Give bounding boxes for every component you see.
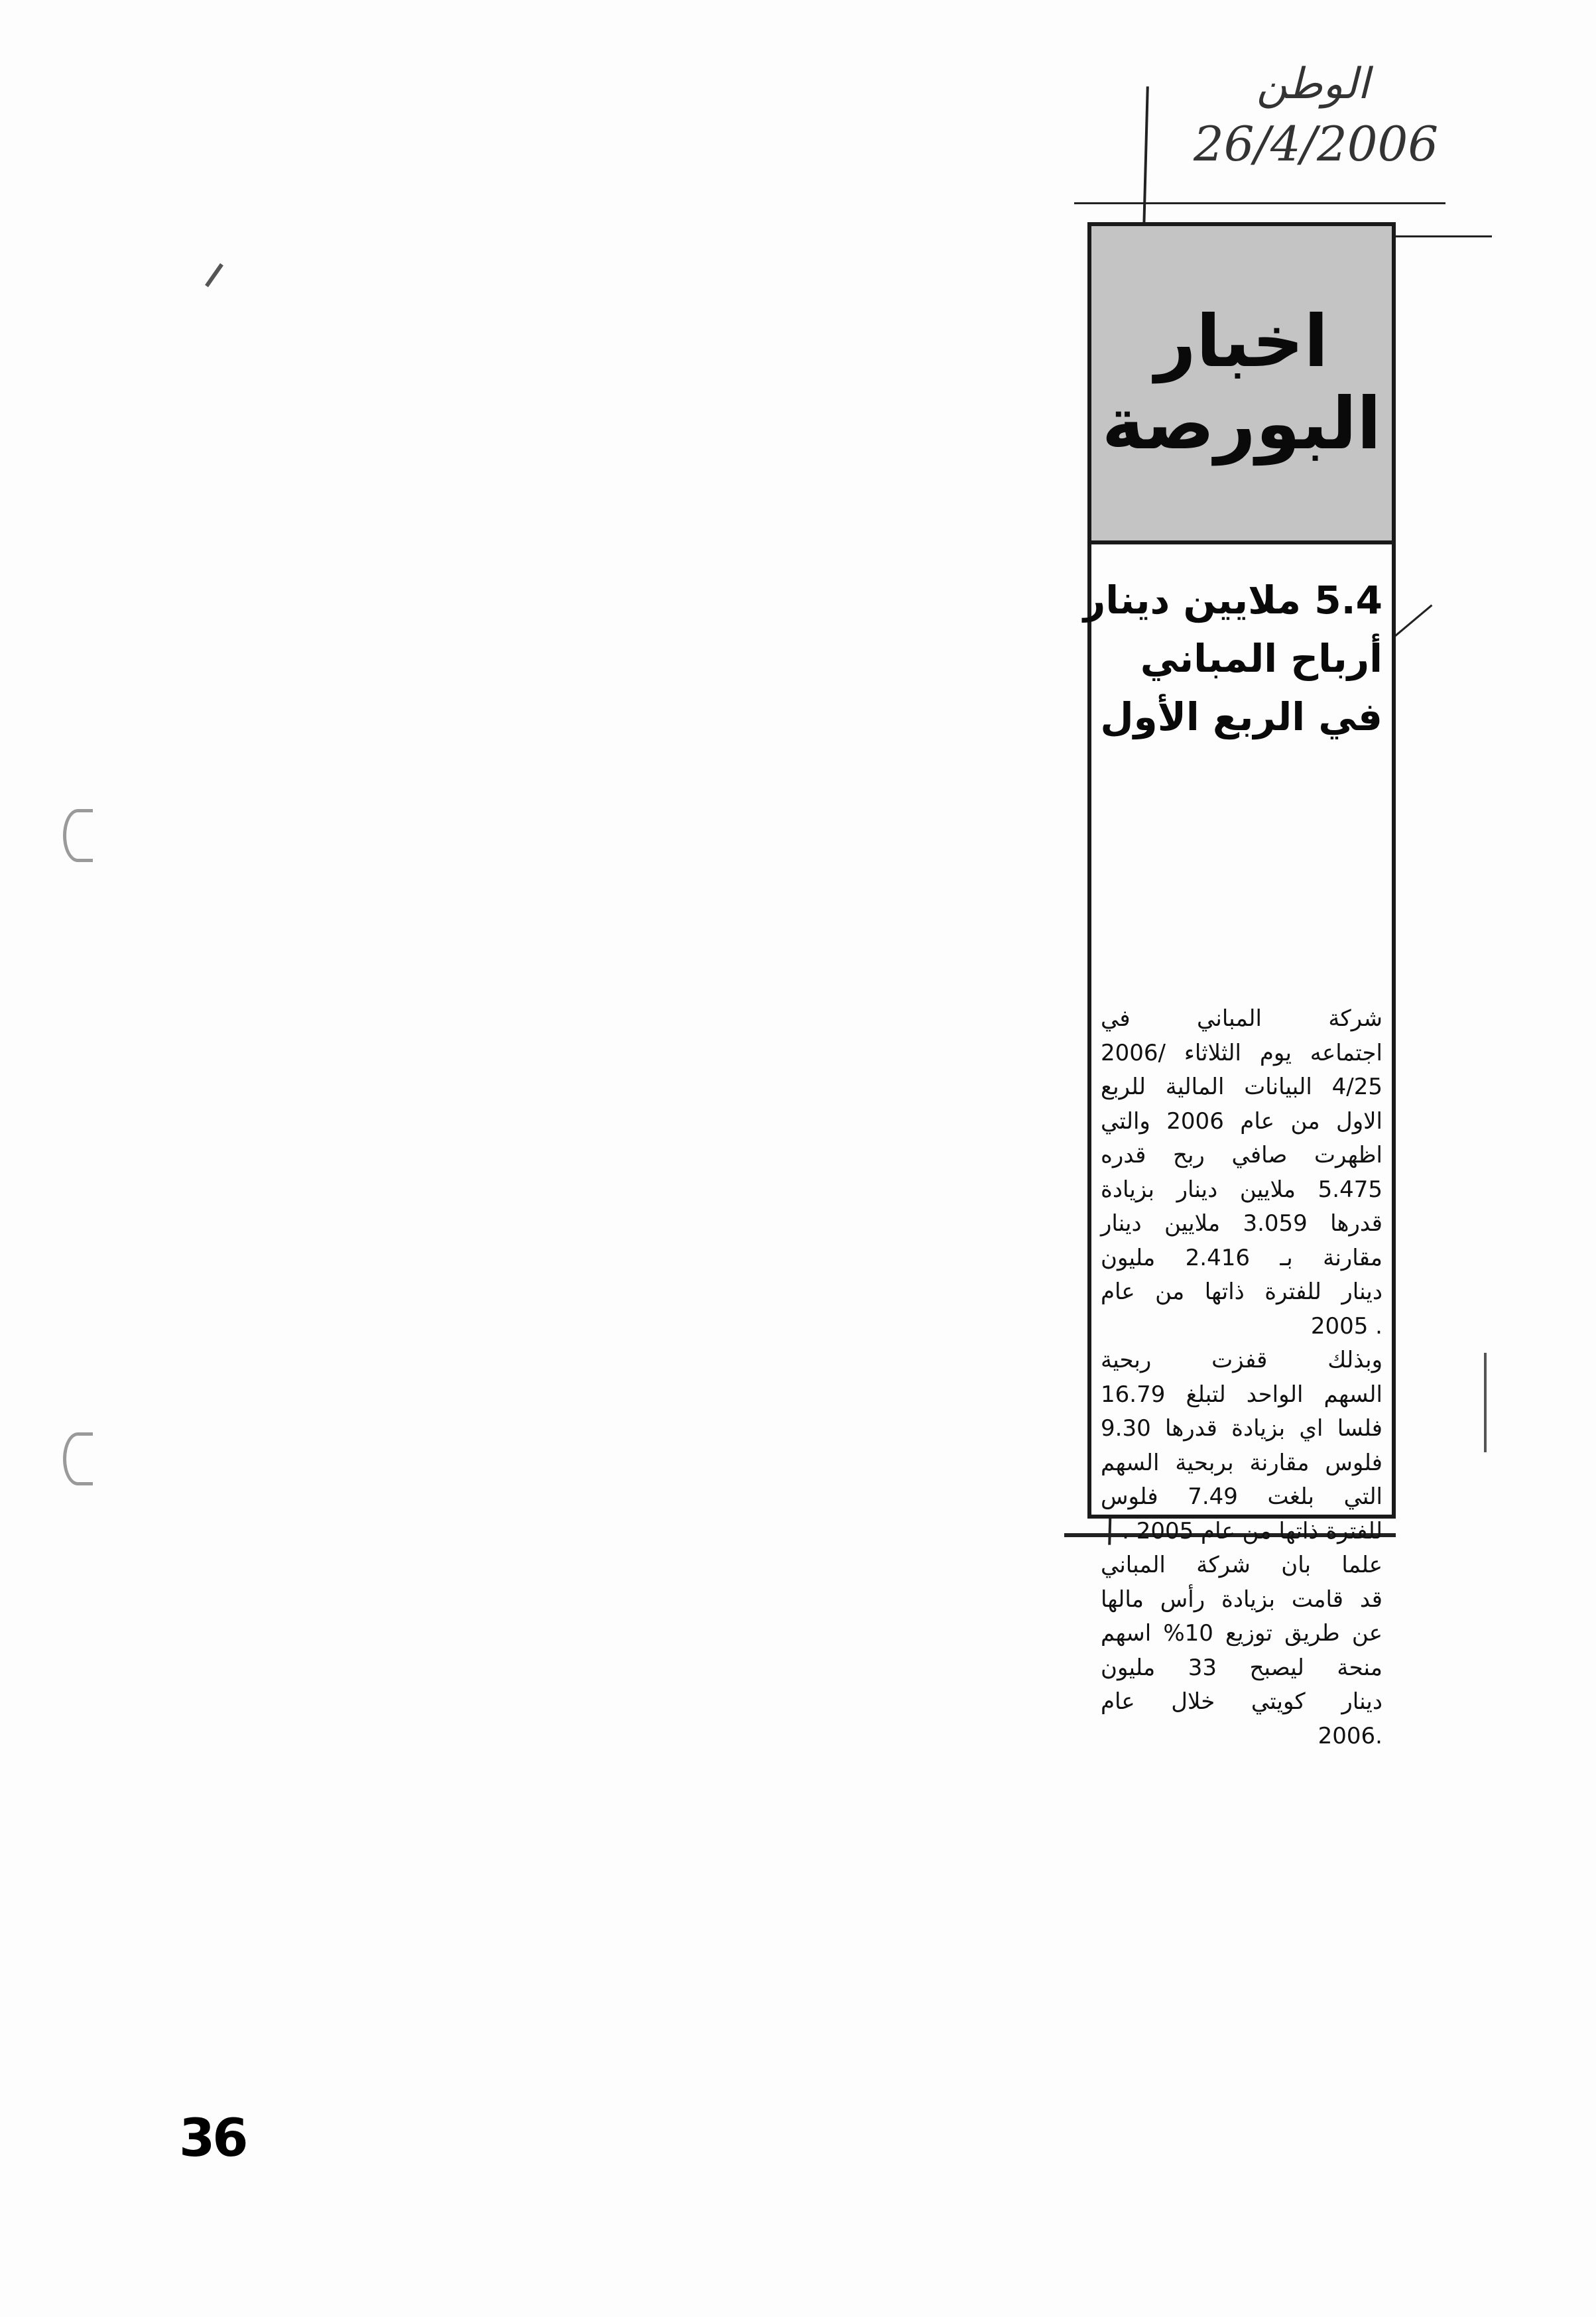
body-line: اظهرت صافي ربح قدره [1101, 1142, 1382, 1168]
masthead-line: اخبار [1154, 300, 1329, 383]
body-line: قد قامت بزيادة رأس مالها [1101, 1586, 1382, 1613]
body-line: علما بان شركة المباني [1101, 1552, 1382, 1578]
body-line: مقارنة بـ 2.416 مليون [1101, 1244, 1382, 1271]
punch-hole-bottom [63, 1432, 93, 1485]
body-line: الاول من عام 2006 والتي [1101, 1107, 1382, 1135]
masthead-line: البورصة [1101, 383, 1382, 466]
body-line: فلسا اي بزيادة قدرها 9.30 [1101, 1415, 1382, 1442]
headline-line: أرباح المباني [1140, 636, 1382, 682]
article-paragraph [1101, 1548, 1382, 1753]
body-line: دينار كويتي خلال عام [1101, 1688, 1382, 1715]
body-line: للفترة ذاتها من عام 2005 . [1122, 1517, 1382, 1544]
body-line: اجتماعه يوم الثلاثاء /2006 [1101, 1039, 1382, 1066]
body-line: عن طريق توزيع 10% اسهم [1101, 1620, 1382, 1647]
body-line: دينار للفترة ذاتها من عام [1101, 1279, 1382, 1305]
handwritten-source: الوطن [1257, 60, 1369, 109]
clip-guide-top [1074, 202, 1445, 204]
body-line: التي بلغت 7.49 فلوس [1101, 1483, 1383, 1510]
article-body [1101, 1002, 1382, 1753]
body-line: 2005 . [1310, 1312, 1382, 1340]
body-line: منحة ليصبح 33 مليون [1101, 1654, 1382, 1681]
punch-hole-top [63, 809, 93, 862]
headline-line: 5.4 ملايين دينار [1083, 578, 1382, 623]
newspaper-clipping [1083, 222, 1396, 1749]
page-number: 36 [179, 2109, 246, 2168]
body-line: شركة المباني في [1101, 1005, 1382, 1032]
margin-mark [1484, 1353, 1487, 1452]
stray-mark [205, 263, 223, 287]
headline-line: في الربع الأول [1100, 694, 1382, 740]
article-headline [1083, 571, 1382, 746]
article-paragraph [1101, 1344, 1382, 1548]
article-paragraph [1101, 1002, 1382, 1344]
body-line: 4/25 البيانات المالية للربع [1101, 1074, 1382, 1100]
body-line: فلوس مقارنة بربحية السهم [1101, 1449, 1382, 1476]
body-line: 2006. [1318, 1722, 1382, 1749]
clip-guide-right [1392, 235, 1492, 237]
body-line: قدرها 3.059 ملايين دينار [1101, 1210, 1382, 1237]
body-line: 5.475 ملايين دينار بزيادة [1101, 1176, 1382, 1203]
body-line: وبذلك قفزت ربحية [1101, 1347, 1382, 1373]
section-masthead [1091, 226, 1392, 544]
handwritten-date: 26/4/2006 [1194, 116, 1439, 172]
body-line: السهم الواحد لتبلغ 16.79 [1101, 1381, 1382, 1408]
